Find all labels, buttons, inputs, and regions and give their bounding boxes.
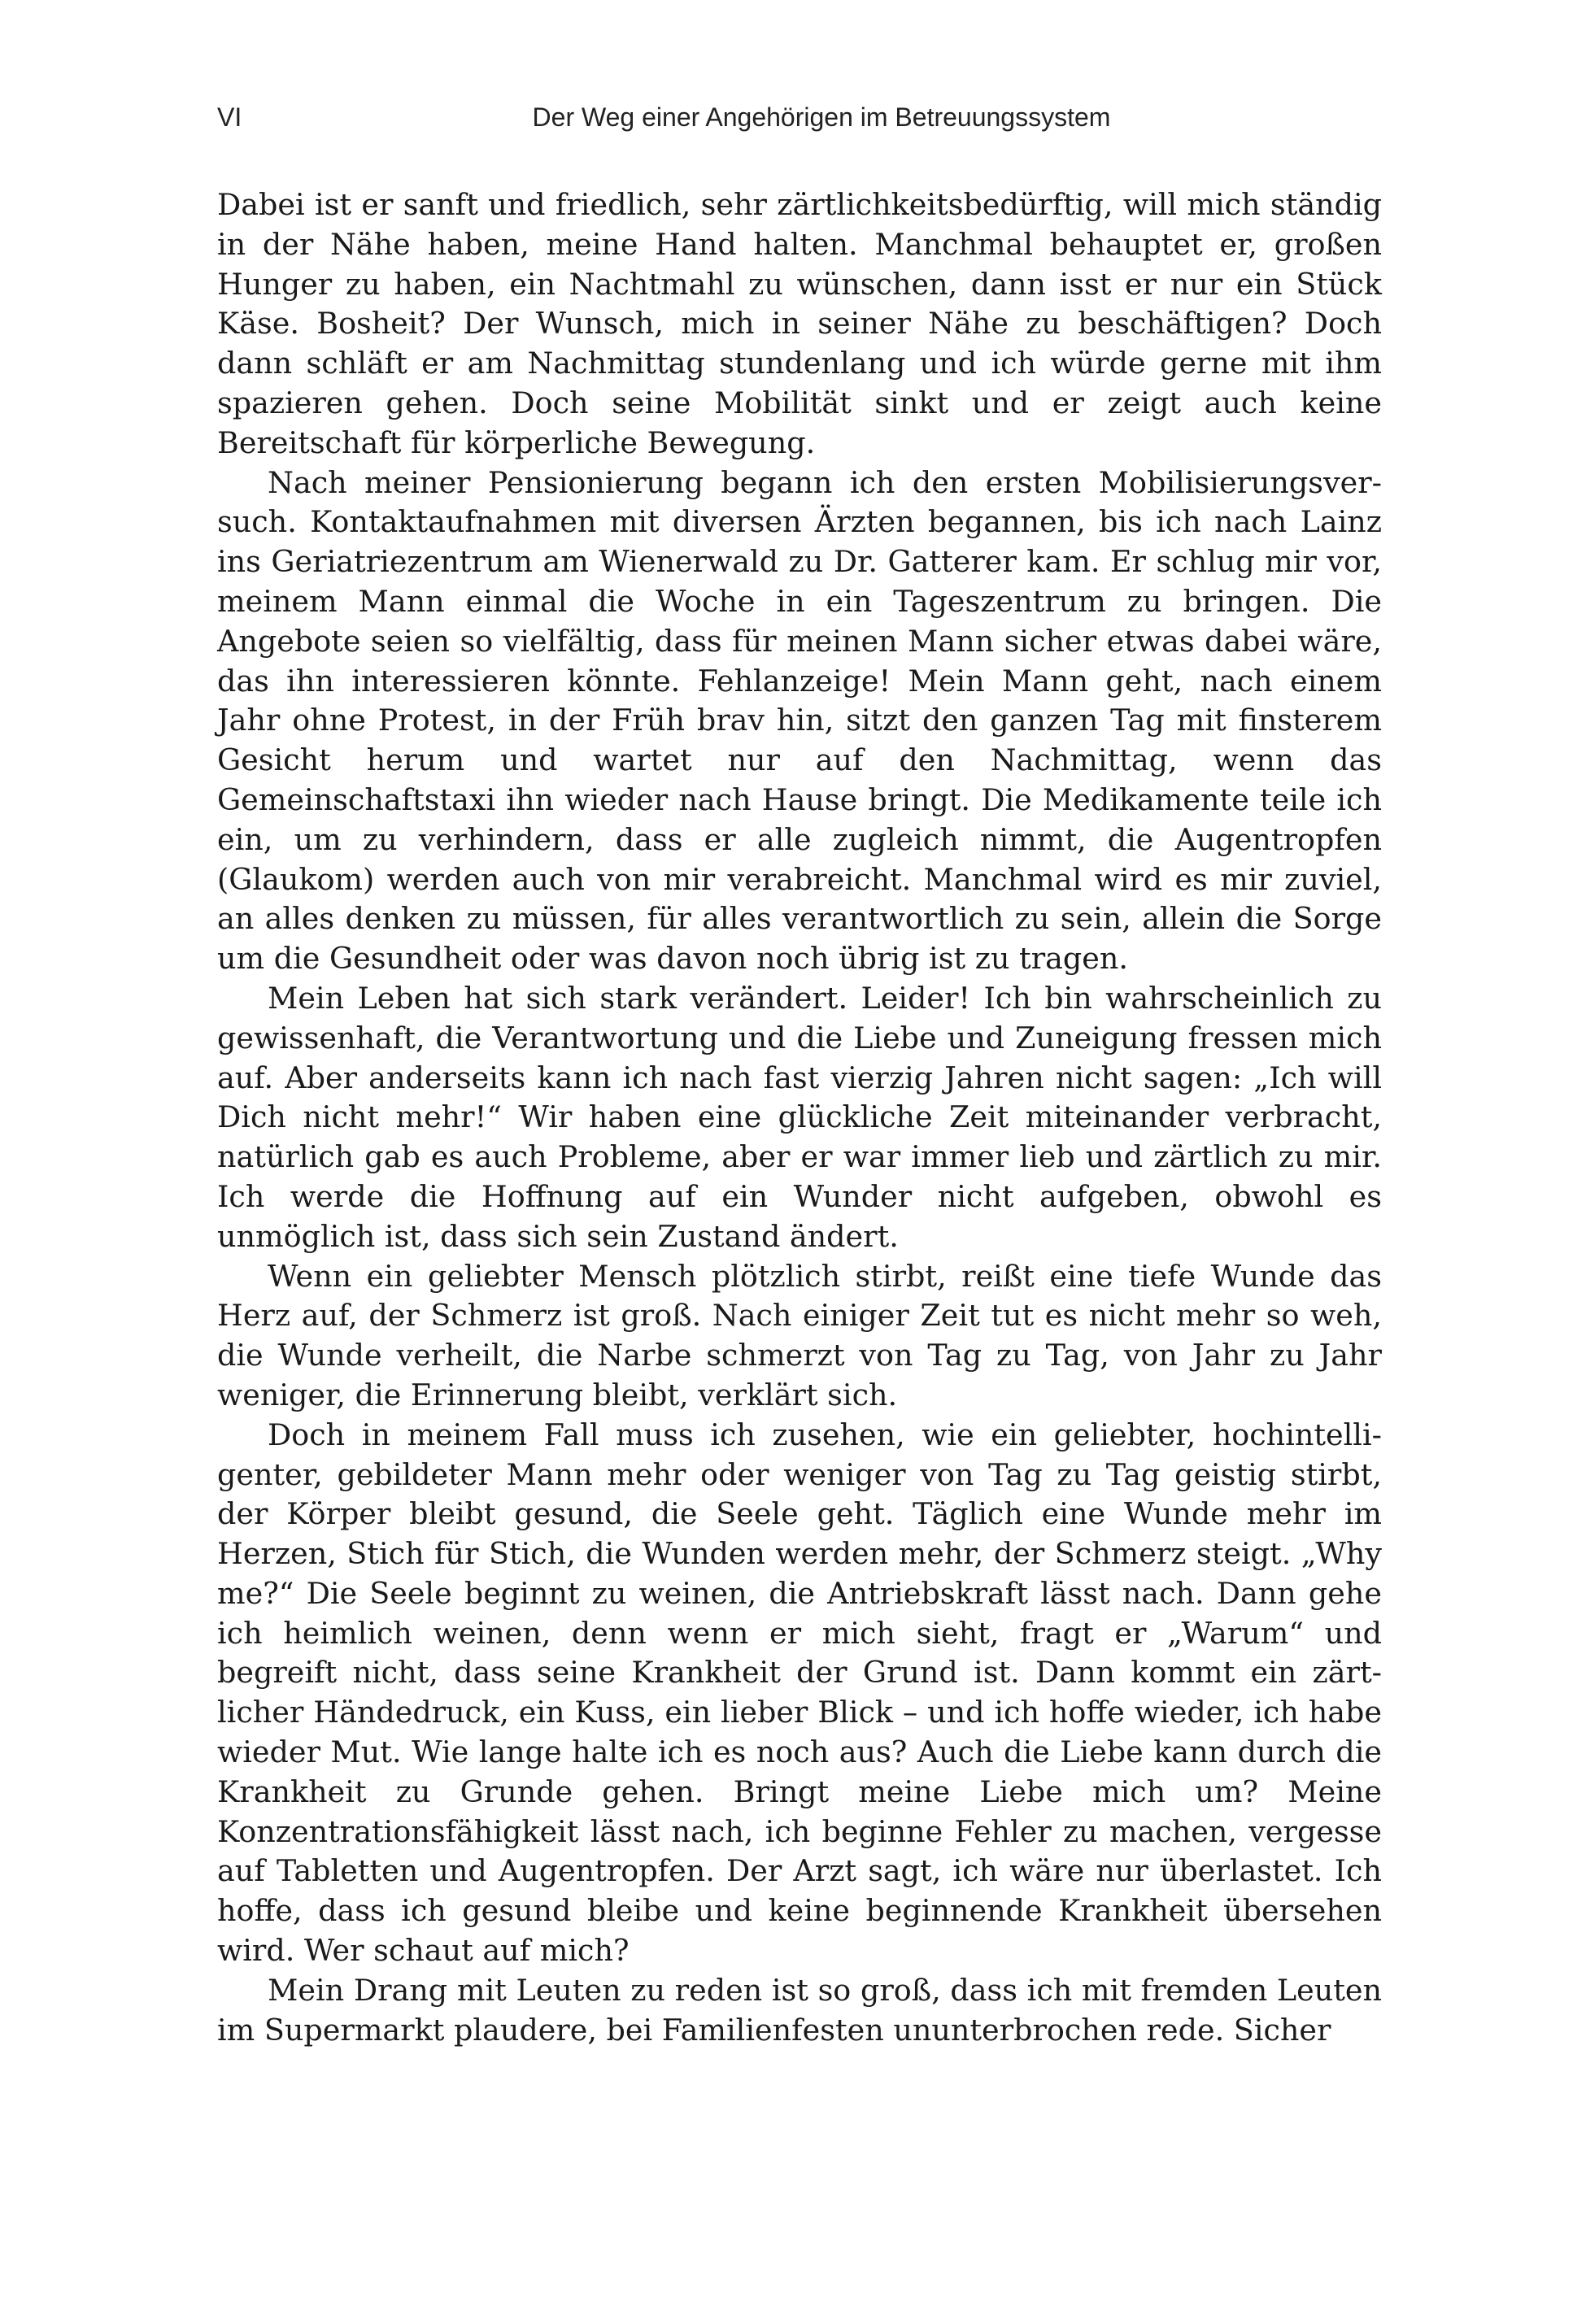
paragraph-3: Mein Leben hat sich stark verändert. Leider! Ich bin wahrscheinlich zu gewissenhaft, die Verantwortung und die Liebe und Zuneigung fressen mich auf. Aber anderseits kann ich nach fast vierzig Jahren nicht sagen: „Ich will Dich nicht mehr!“ Wir haben eine glückliche Zeit miteinander verbracht, natürlich gab es auch Probleme, aber er war immer lieb und zärtlich zu mir. Ich werde die Hoffnung auf ein Wunder nicht aufgeben, obwohl es unmöglich ist, dass sich sein Zustand ändert. [217,980,1382,1254]
paragraph-6: Mein Drang mit Leuten zu reden ist so groß, dass ich mit fremden Leuten im Supermarkt plaudere, bei Familienfesten ununterbrochen rede. Sicher [217,1972,1382,2048]
running-header [217,102,1377,143]
paragraph-2: Nach meiner Pensionierung begann ich den ersten Mobilisierungsversuch. Kontaktaufnahmen mit diversen Ärzten begannen, bis ich nach Lainz ins Geriatriezentrum am Wienerwald zu Dr. Gatterer kam. Er schlug mir vor, meinem Mann einmal die Woche in ein Tageszentrum zu bringen. Die Angebote seien so vielfältig, dass für meinen Mann sicher etwas dabei wäre, das ihn interessieren könnte. Fehlanzeige! Mein Mann geht, nach einem Jahr ohne Protest, in der Früh brav hin, sitzt den ganzen Tag mit finsterem Gesicht herum und wartet nur auf den Nachmittag, wenn das Gemeinschaftstaxi ihn wieder nach Hause bringt. Die Medikamente teile ich ein, um zu verhindern, dass er alle zugleich nimmt, die Augentropfen (Glaukom) werden auch von mir verabreicht. Manchmal wird es mir zuviel, an alles denken zu müssen, für alles verantwortlich zu sein, allein die Sorge um die Gesundheit oder was davon noch übrig ist zu tragen. [217,464,1382,977]
paragraph-1: Dabei ist er sanft und friedlich, sehr zärtlichkeitsbedürftig, will mich ständig in der Nähe haben, meine Hand halten. Manchmal behauptet er, großen Hunger zu haben, ein Nachtmahl zu wünschen, dann isst er nur ein Stück Käse. Bosheit? Der Wunsch, mich in seiner Nähe zu beschäftigen? Doch dann schläft er am Nachmittag stundenlang und ich würde gerne mit ihm spazieren gehen. Doch seine Mobilität sinkt und er zeigt auch keine Bereitschaft für körperliche Bewegung. [217,187,1382,460]
body-text [217,185,1382,2050]
paragraph-4: Wenn ein geliebter Mensch plötzlich stirbt, reißt eine tiefe Wunde das Herz auf, der Schmerz ist groß. Nach einiger Zeit tut es nicht mehr so weh, die Wunde verheilt, die Narbe schmerzt von Tag zu Tag, von Jahr zu Jahr weniger, die Erinnerung bleibt, verklärt sich. [217,1258,1382,1412]
running-title: Der Weg einer Angehörigen im Betreuungssystem [532,102,1111,132]
paragraph-5: Doch in meinem Fall muss ich zusehen, wie ein geliebter, hochintelligenter, gebildeter Mann mehr oder weniger von Tag zu Tag geistig stirbt, der Körper bleibt gesund, die Seele geht. Täglich eine Wunde mehr im Herzen, Stich für Stich, die Wunden werden mehr, der Schmerz steigt. „Why me?“ Die Seele beginnt zu weinen, die Antriebskraft lässt nach. Dann gehe ich heimlich weinen, denn wenn er mich sieht, fragt er „Warum“ und begreift nicht, dass seine Krankheit der Grund ist. Dann kommt ein zärtlicher Händedruck, ein Kuss, ein lieber Blick – und ich hoffe wieder, ich habe wieder Mut. Wie lange halte ich es noch aus? Auch die Liebe kann durch die Krankheit zu Grunde gehen. Bringt meine Liebe mich um? Meine Konzentrationsfähigkeit lässt nach, ich beginne Fehler zu machen, vergesse auf Tabletten und Augentropfen. Der Arzt sagt, ich wäre nur überlastet. Ich hoffe, dass ich gesund bleibe und keine beginnende Krankheit übersehen wird. Wer schaut auf mich? [217,1417,1382,1969]
page-number: VI [217,102,242,132]
